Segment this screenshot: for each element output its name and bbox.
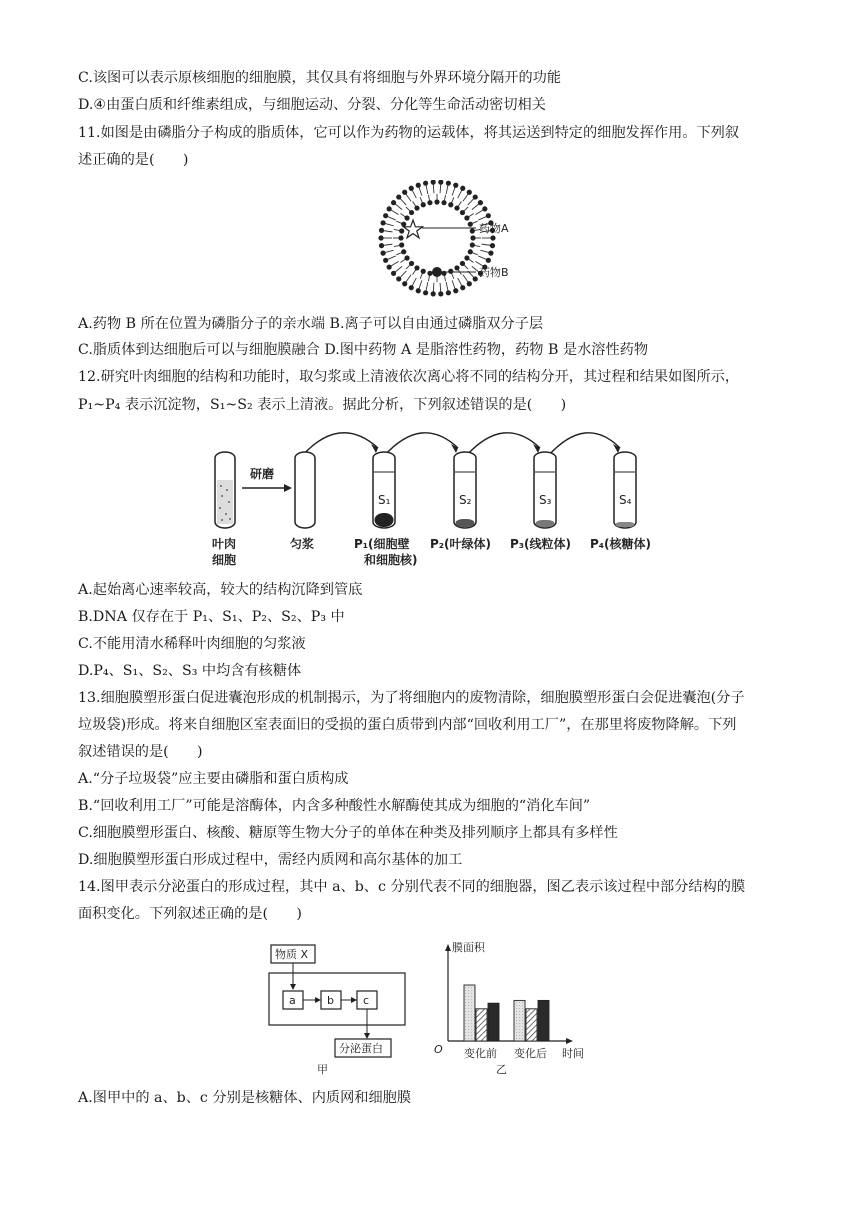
q10-option-c: C.该图可以表示原核细胞的细胞膜，其仅具有将细胞与外界环境分隔开的功能 bbox=[78, 70, 562, 86]
origin-label: O bbox=[434, 1043, 443, 1056]
organelle-b-label: b bbox=[327, 994, 334, 1007]
q11-options-cd: C.脂质体到达细胞后可以与细胞膜融合 D.图中药物 A 是脂溶性药物，药物 B 是水溶性药物 bbox=[78, 342, 649, 358]
category-after-label: 变化后 bbox=[514, 1047, 547, 1060]
tube-p2 bbox=[454, 452, 476, 528]
s1-label: S₁ bbox=[378, 493, 391, 507]
homogenate-caption: 匀浆 bbox=[290, 537, 315, 551]
q13-stem-line3: 叙述错误的是( ) bbox=[78, 744, 203, 760]
q11-options-ab: A.药物 B 所在位置为磷脂分子的亲水端 B.离子可以自由通过磷脂双分子层 bbox=[78, 316, 544, 332]
bar-series-3-2 bbox=[538, 1000, 549, 1041]
drug-a-star bbox=[404, 220, 477, 238]
q13-stem-line2: 垃圾袋)形成。将来自细胞区室表面旧的受损的蛋白质带到内部“回收利用工厂”，在那里将废物降解。下列 bbox=[78, 717, 737, 733]
drug-b-label: 药物B bbox=[479, 266, 509, 279]
bar-series-1-2 bbox=[514, 1000, 525, 1041]
bar-series-1-1 bbox=[464, 985, 475, 1041]
q12-option-d: D.P₄、S₁、S₂、S₃ 中均含有核糖体 bbox=[78, 663, 302, 679]
x-axis-label: 时间 bbox=[562, 1047, 584, 1060]
q13-option-b: B.“回收利用工厂”可能是溶酶体，内含多种酸性水解酶使其成为细胞的“消化车间” bbox=[78, 798, 591, 814]
category-before-label: 变化前 bbox=[464, 1047, 497, 1060]
q13-option-d: D.细胞膜塑形蛋白形成过程中，需经内质网和高尔基体的加工 bbox=[78, 852, 463, 868]
leaf-cell-caption-1: 叶肉 bbox=[212, 537, 237, 551]
s2-label: S₂ bbox=[459, 493, 472, 507]
q14-option-a: A.图甲中的 a、b、c 分别是核糖体、内质网和细胞膜 bbox=[78, 1090, 412, 1106]
p1-caption-2: 和细胞核) bbox=[364, 553, 418, 567]
grind-label: 研磨 bbox=[250, 467, 275, 481]
p1-caption-1: P₁(细胞壁 bbox=[354, 537, 410, 551]
q12-stem-line2: P₁~P₄ 表示沉淀物，S₁~S₂ 表示上清液。据此分析，下列叙述错误的是( ) bbox=[78, 397, 567, 413]
p3-caption: P₃(线粒体) bbox=[510, 537, 572, 551]
organelle-a-label: a bbox=[289, 994, 296, 1007]
tube-p3 bbox=[534, 452, 556, 528]
drug-b-dot bbox=[432, 267, 476, 277]
q14-stem-line2: 面积变化。下列叙述正确的是( ) bbox=[78, 906, 302, 922]
tube-p1 bbox=[373, 452, 395, 528]
q11-stem-line1: 11.如图是由磷脂分子构成的脂质体，它可以作为药物的运载体，将其运送到特定的细胞发挥作用。下列叙 bbox=[78, 125, 740, 141]
q13-stem-line1: 13.细胞膜塑形蛋白促进囊泡形成的机制揭示，为了将细胞内的废物清除，细胞膜塑形蛋白会促进囊泡(分子 bbox=[78, 690, 745, 706]
figure-jia-caption: 甲 bbox=[317, 1063, 328, 1076]
secretion-flow-figure bbox=[265, 935, 415, 1077]
q14-stem-line1: 14.图甲表示分泌蛋白的形成过程，其中 a、b、c 分别代表不同的细胞器，图乙表示该过程中部分结构的膜 bbox=[78, 879, 746, 895]
bar-series-2-2 bbox=[526, 1009, 537, 1041]
bar-series-2-1 bbox=[476, 1009, 487, 1041]
q11-stem-line2: 述正确的是( ) bbox=[78, 152, 189, 168]
bar-series-3-1 bbox=[488, 1003, 499, 1041]
tube-p4 bbox=[614, 452, 636, 528]
q10-option-d: D.④由蛋白质和纤维素组成，与细胞运动、分裂、分化等生命活动密切相关 bbox=[78, 97, 546, 113]
q12-option-b: B.DNA 仅存在于 P₁、S₁、P₂、S₂、P₃ 中 bbox=[78, 609, 345, 625]
membrane-area-chart bbox=[428, 935, 598, 1077]
q12-stem-line1: 12.研究叶肉细胞的结构和功能时，取匀浆或上清液依次离心将不同的结构分开，其过程和结果如图所示， bbox=[78, 369, 740, 385]
q12-option-a: A.起始离心速率较高，较大的结构沉降到管底 bbox=[78, 582, 363, 598]
q13-option-c: C.细胞膜塑形蛋白、核酸、糖原等生物大分子的单体在种类及排列顺序上都具有多样性 bbox=[78, 825, 618, 841]
q12-option-c: C.不能用清水稀释叶肉细胞的匀浆液 bbox=[78, 636, 306, 652]
q13-option-a: A.“分子垃圾袋”应主要由磷脂和蛋白质构成 bbox=[78, 771, 349, 787]
leaf-cell-caption-2: 细胞 bbox=[212, 553, 237, 567]
centrifugation-figure bbox=[198, 420, 668, 572]
tube-homogenate bbox=[295, 452, 315, 528]
s3-label: S₃ bbox=[539, 493, 552, 507]
p2-caption: P₂(叶绿体) bbox=[430, 537, 492, 551]
s4-label: S₄ bbox=[619, 493, 632, 507]
arc-arrowheads bbox=[371, 444, 620, 453]
p4-caption: P₄(核糖体) bbox=[590, 537, 652, 551]
figure-yi-caption: 乙 bbox=[496, 1063, 507, 1076]
secreted-protein-label: 分泌蛋白 bbox=[339, 1042, 383, 1055]
y-axis-label: 膜面积 bbox=[452, 941, 485, 954]
drug-a-label: 药物A bbox=[479, 222, 509, 235]
organelle-c-label: c bbox=[363, 994, 370, 1007]
liposome-figure bbox=[340, 180, 530, 308]
tube-leaf-cells bbox=[215, 452, 235, 528]
substance-x-label: 物质 X bbox=[275, 948, 309, 961]
